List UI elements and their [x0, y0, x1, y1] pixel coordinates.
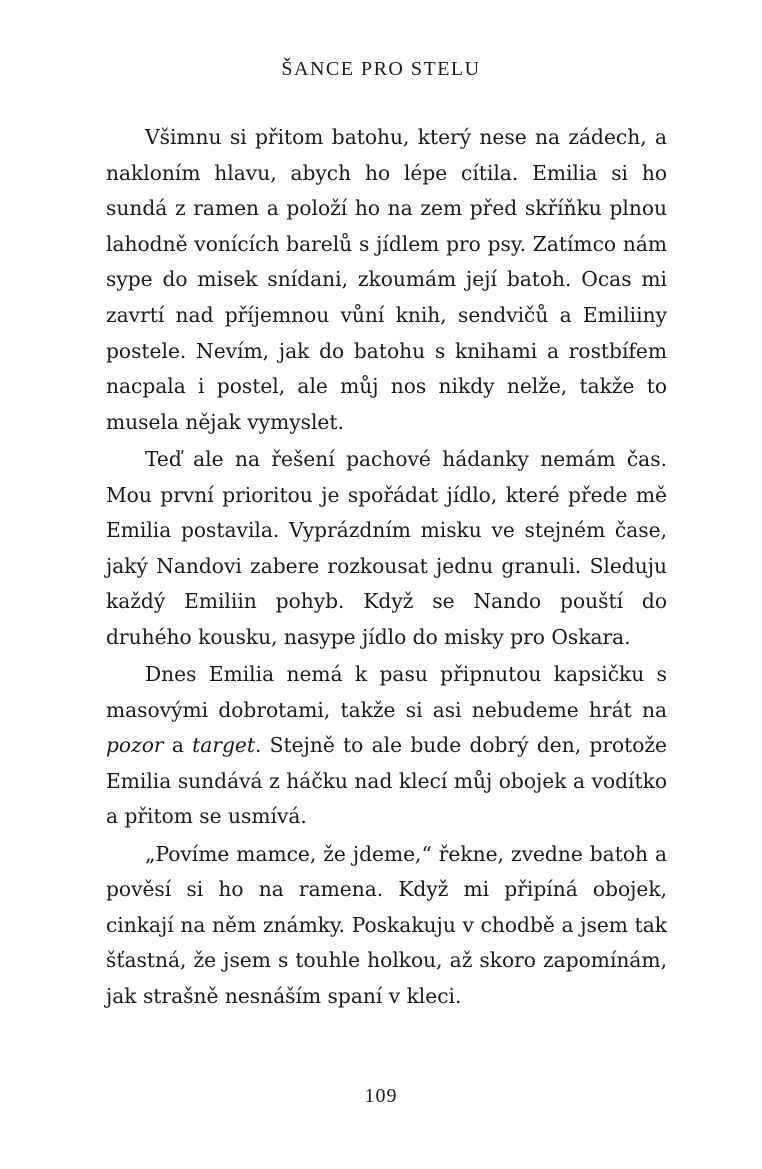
paragraph-3-part-2: a [163, 733, 193, 758]
body-text [106, 120, 667, 1015]
paragraph-4: „Povíme mamce, že jdeme,“ řekne, zvedne batoh a pověsí si ho na ramena. Když mi připíná obojek, cinkají na něm známky. Poskakuju v chodbě a jsem tak šťastná, že jsem s touhle holkou, až skoro zapomínám, jak strašně nesnáším spaní v kleci. [106, 841, 667, 1009]
paragraph-3-part-1: Dnes Emilia nemá k pasu připnutou kapsičku s masovými dobrotami, takže si asi nebudeme hrát na [106, 662, 667, 722]
page-number: 109 [364, 1085, 398, 1107]
paragraph-3 [106, 657, 667, 835]
italic-term-target: target [192, 733, 255, 758]
paragraph-2: Teď ale na řešení pachové hádanky nemám čas. Mou první prioritou je spořádat jídlo, které přede mě Emilia postavila. Vyprázdním misku ve stejném čase, jaký Nandovi zabere rozkousat jednu granuli. Sleduju každý Emiliin pohyb. Když se Nando pouští do druhého kousku, nasype jídlo do misky pro Oskara. [106, 446, 667, 649]
paragraph-1: Všimnu si přitom batohu, který nese na zádech, a nakloním hlavu, abych ho lépe cítila. Emilia si ho sundá z ramen a položí ho na zem před skříňku plnou lahodně vonících barelů s jídlem pro psy. Zatímco nám sype do misek snídani, zkoumám její batoh. Ocas mi zavrtí nad příjemnou vůní knih, sendvičů a Emiliiny postele. Nevím, jak do batohu s knihami a rostbífem nacpala i postel, ale můj nos nikdy nelže, takže to musela nějak vymyslet. [106, 125, 667, 434]
running-head-title: ŠANCE PRO STELU [281, 58, 481, 80]
italic-term-pozor: pozor [106, 733, 164, 758]
paragraph-3-part-3: . Stejně to ale bude dobrý den, protože Emilia sundává z háčku nad klecí můj obojek a vodítko a přitom se usmívá. [106, 733, 667, 829]
